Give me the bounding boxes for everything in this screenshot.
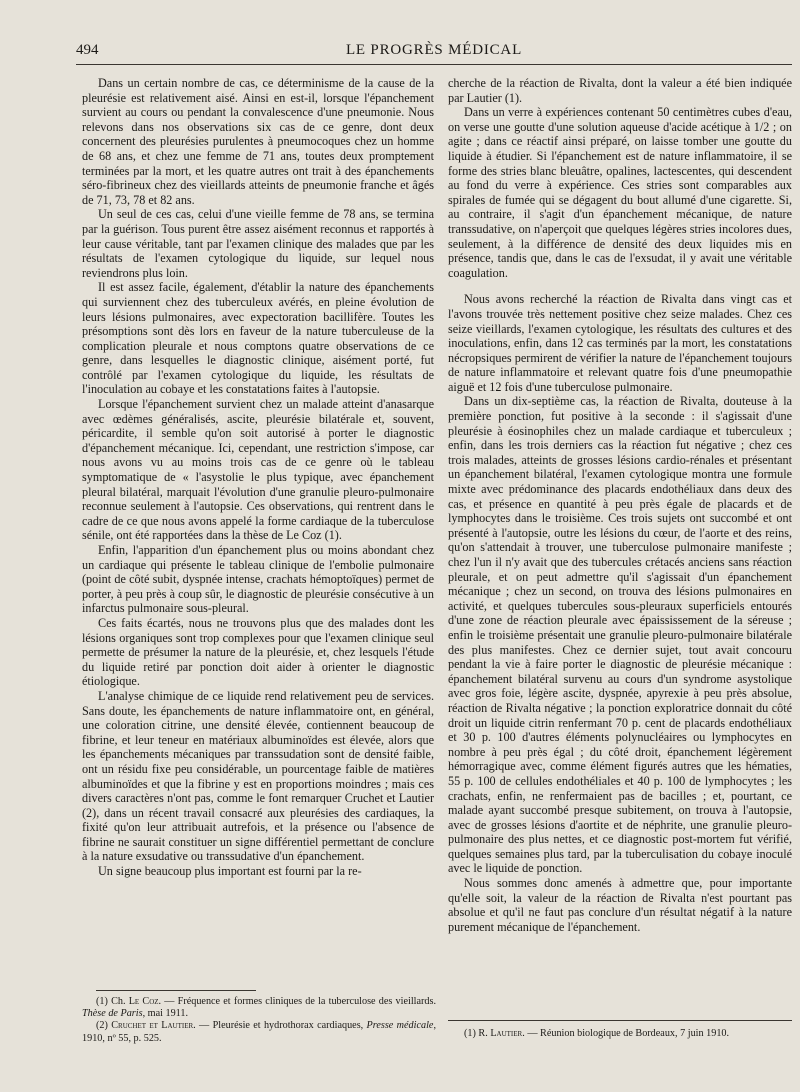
footnote-author: Cruchet et Lautier — [111, 1020, 194, 1032]
footnote-author: Lautier — [490, 1028, 523, 1039]
footnote-text: . — Réunion biologique de Bordeaux, 7 juin 1910. — [522, 1028, 730, 1039]
footnote-mark: (1) Ch. — [96, 996, 129, 1007]
right-column — [448, 76, 792, 934]
page-number: 494 — [76, 42, 99, 58]
footnote-author: Le Coz — [128, 996, 159, 1007]
right-paragraph: Nous avons recherché la réaction de Rivalta dans vingt cas et l'avons trouvée très nettement positive chez seize malades. Chez ces seize vieillards, l'examen cytologique, les résultats des cultures et des inoculations, enfin, dans 12 cas terminés par la mort, les constatations nécropsiques permirent de vérifier la nature de l'épanchement toujours de nature inflammatoire et relevant quatre fois d'une pneumopathie aiguë et 12 fois d'une tuberculose pulmonaire. — [448, 292, 792, 394]
footnote-date: , 1910, nº 55, p. 525. — [82, 1020, 436, 1044]
footnotes-left — [82, 996, 436, 1045]
left-column — [82, 76, 434, 879]
right-paragraph: Dans un verre à expériences contenant 50 centimètres cubes d'eau, on verse une goutte d'une solution aqueuse d'acide acétique à 1/2 ; on agite ; dans ce réactif ainsi préparé, on laisse tomber une goutte du liquide à étudier. Si l'épanchement est de nature inflammatoire, il se forme des stries blanc bleuâtre, opalines, lactescentes, qui descendent au fond du verre à expérience. Ces stries sont comparables aux spirales de fumée qui se dégagent du bout allumé d'une cigarette. Si, au contraire, il s'agit d'un épanchement mécanique, de nature transsudative, on n'aperçoit que quelques légères stries incolores dues, seulement, à la différence de densité des deux liquides mis en présence, tandis que, dans le cas de l'exsudat, il y avait une véritable coagulation. — [448, 105, 792, 280]
left-paragraph: Dans un certain nombre de cas, ce déterminisme de la cause de la pleurésie est relativement aisé. Ainsi en est-il, lorsque l'épanchement survient au cours ou pendant la convalescence d'une pneumonie. Nous relevons dans nos observations six cas de ce genre, dont deux concernent des pleurésies purulentes à pneumocoques chez un homme de 68 ans, et chez une femme de 71 ans, toutes deux promptement terminées par la mort, et les quatre autres ont trait à des épanchements séro-fibrineux chez des vieillards atteints de pneumonie franche et âgés de 71, 73, 78 et 82 ans. — [82, 76, 434, 207]
footnote-text: . — Pleurésie et hydrothorax cardiaques, — [193, 1020, 367, 1032]
footnote-text: . — Fréquence et formes cliniques de la tuberculose des vieillards. — [158, 996, 436, 1007]
running-title: LE PROGRÈS MÉDICAL — [345, 42, 523, 58]
footnotes-right — [450, 1028, 794, 1040]
footnote-source: Presse médicale — [366, 1020, 434, 1032]
footnote-rule-left — [96, 990, 256, 991]
right-paragraph: Nous sommes donc amenés à admettre que, pour importante qu'elle soit, la valeur de la réaction de Rivalta n'est pourtant pas absolue et qu'il ne faut pas conclure d'un résultat négatif à la nature purement mécanique de l'épanchement. — [448, 876, 792, 934]
left-paragraph: Il est assez facile, également, d'établir la nature des épanchements qui surviennent chez des tuberculeux avérés, en pleine évolution de leurs lésions pulmonaires, avec expectoration bacillifère. Toutes les présomptions sont dès lors en faveur de la nature tuberculeuse de la complication pleurale et nous comptons quatre observations de ce genre, dans lesquelles le diagnostic clinique, aisément porté, fut contrôlé par l'examen cytologique du liquide, les résultats de l'inoculation au cobaye et les constatations faites à l'autopsie. — [82, 280, 434, 397]
left-paragraph: Lorsque l'épanchement survient chez un malade atteint d'anasarque avec œdèmes généralisés, ascite, pleurésie bilatérale et, souvent, péricardite, il semble qu'on soit autorisé à porter le diagnostic d'épanchement mécanique. Ici, cependant, une restriction s'impose, car nous avons vu au moins trois cas de ce genre où le tableau symptomatique de « l'asystolie le plus typique, avec épanchement pleural bilatéral, marquait l'évolution d'une granulie pleuro-pulmonaire reconnue seulement à l'autopsie. Ces observations, qui rentrent dans le cadre de ce que nous avons appelé la forme cardiaque de la tuberculose sénile, ont été rapportées dans la thèse de Le Coz (1). — [82, 397, 434, 543]
left-paragraph: L'analyse chimique de ce liquide rend relativement peu de services. Sans doute, les épanchements de nature inflammatoire ont, en général, une coloration citrine, une densité élevée, contiennent beaucoup de fibrine, et leur teneur en matériaux albuminoïdes est élevée, alors que les épanchements mécaniques par transsudation sont de densité faible, ont un résidu fixe peu considérable, un pourcentage faible de matières albuminoïdes et que la fibrine y est en proportions moindres ; mais ces divers caractères n'ont pas, comme le font remarquer Cruchet et Lautier (2), dans un récent travail consacré aux pleurésies des cardiaques, la fixité qu'on leur attribuait autrefois, et la présence ou l'absence de fibrine ne saurait constituer un signe différentiel permettant de conclure à la nature exsudative ou transsudative d'un épanchement. — [82, 688, 434, 864]
footnote — [82, 996, 436, 1020]
footnote-mark: (1) R. — [464, 1028, 491, 1039]
left-paragraph: Un seul de ces cas, celui d'une vieille femme de 78 ans, se termina par la guérison. Tous purent être assez aisément reconnus et rapportés à leur cause véritable, tant par l'examen clinique des malades que par les résultats de l'examen cytologique du liquide, sur lequel nous reviendrons plus loin. — [82, 207, 434, 280]
footnote — [450, 1028, 794, 1040]
footnote — [82, 1020, 436, 1044]
right-paragraph: Dans un dix-septième cas, la réaction de Rivalta, douteuse à la première ponction, fut positive à la seconde : il s'agissait d'une pleurésie à éosinophiles chez un malade cardiaque et tuberculeux ; enfin, dans les trois derniers cas la réaction fut négative ; chez ces trois malades, atteints de grosses lésions cardio-rénales et présentant un épanchement bilatéral, l'examen cytologique montra une formule mixte avec prédominance des placards endothéliaux dans deux des cas, et présence en quantité à peu près égale de placards et de lymphocytes dans le troisième. Ces trois sujets ont succombé et ont présenté à l'autopsie, outre les lésions du cœur, de l'aorte et des reins, qu'on s'attendait à trouver, une tuberculose pulmonaire manifeste ; chez l'un il n'y avait que des tubercules crétacés anciens sans réaction pleurale, et on peut admettre qu'il s'agissait d'un épanchement mécanique ; chez un second, on trouva des lésions pulmonaires en activité, et quelques tubercules sous-pleuraux superficiels entourés d'une zone de réaction pleurale avec épaississement de la séreuse ; enfin le troisième présentait une granulie pleuro-pulmonaire bilatérale des plus manifestes. Chez ce dernier sujet, tout avait concouru pendant la vie à faire porter le diagnostic de pleurésie mécanique : épanchement bilatéral survenu au cours d'un syndrome asystolique avec gros foie, légère ascite, dyspnée, apyrexie à peu près absolue, réaction de Rivalta négative ; la ponction exploratrice donnait du côté droit un liquide citrin renfermant 70 p. cent de placards endothéliaux et 30 p. 100 d'autres éléments polynucléaires ou lymphocytes en nombre à peu près égal ; du côté droit, épanchement légèrement hémorragique avec, comme élément figurés autres que les hématies, 55 p. 100 de cellules endothéliales et 40 p. 100 de lymphocytes ; les crachats, enfin, ne renfermaient pas de bacilles ; et, pourtant, ce malade ayant succombé presque subitement, on trouva à l'autopsie, avec de grosses lésions d'aortite et de néphrite, une granulie pleuro-pulmonaire des plus nettes, et ce diagnostic post-mortem fut vérifié, quelques semaines plus tard, par la tuberculisation du cobaye inoculé avec le liquide de ponction. — [448, 394, 792, 876]
footnote-source: Thèse de Paris — [82, 1008, 143, 1020]
left-paragraph: Enfin, l'apparition d'un épanchement plus ou moins abondant chez un cardiaque qui présente le tableau clinique de l'embolie pulmonaire (point de côté subit, dyspnée intense, crachats hémoptoïques) permet de porter, à peu près à coup sûr, le diagnostic de pleurésie consécutive à un infarctus pulmonaire sous-pleural. — [82, 543, 434, 616]
left-paragraph: Ces faits écartés, nous ne trouvons plus que des malades dont les lésions organiques sont trop complexes pour que l'examen clinique seul permette de présumer la nature de la pleurésie, et, chez lesquels l'étude du liquide retiré par ponction doit aider à orienter le diagnostic étiologique. — [82, 615, 434, 689]
right-paragraph: cherche de la réaction de Rivalta, dont la valeur a été bien indiquée par Lautier (1). — [448, 76, 792, 105]
left-paragraph: Un signe beaucoup plus important est fourni par la re- — [98, 864, 362, 879]
page-header — [76, 40, 792, 65]
footnote-rule-right — [448, 1020, 792, 1021]
footnote-date: , mai 1911. — [142, 1008, 189, 1020]
footnote-mark: (2) — [96, 1020, 112, 1032]
